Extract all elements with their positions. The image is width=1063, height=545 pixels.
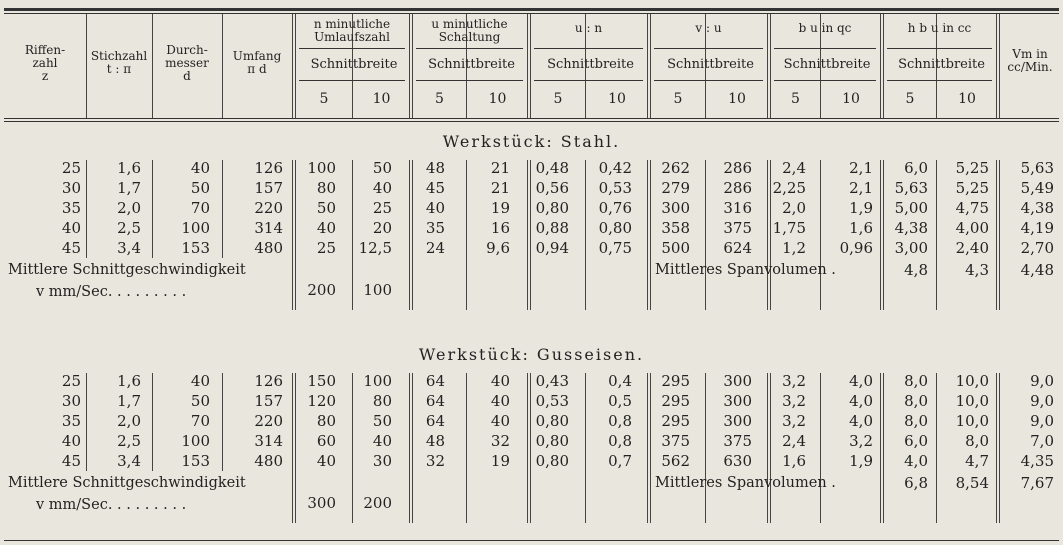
header-n-group: n minutliche Umlaufszahl [313, 17, 391, 44]
table-cell: 0,4 [608, 372, 632, 390]
column-divider [222, 373, 223, 471]
header-width-10: 10 [958, 91, 976, 107]
table-cell: 2,0 [782, 199, 806, 217]
header-width-5: 5 [319, 91, 329, 107]
table-cell: 50 [190, 179, 210, 197]
table-cell: 5,63 [894, 179, 928, 197]
table-cell: 5,49 [1020, 179, 1054, 197]
header-width-5: 5 [673, 91, 683, 107]
table-cell: 4,0 [849, 392, 873, 410]
table-cell: 295 [661, 412, 690, 430]
group-rule [534, 48, 643, 49]
spanvolumen-label: Mittleres Spanvolumen . [655, 262, 836, 278]
table-cell: 21 [490, 159, 510, 177]
table-cell: 45 [61, 452, 81, 470]
header-width-10: 10 [372, 91, 391, 107]
column-divider [222, 160, 223, 258]
table-cell: 4,0 [849, 412, 873, 430]
table-cell: 0,56 [535, 179, 569, 197]
table-cell: 375 [661, 432, 690, 450]
table-cell: 300 [723, 392, 752, 410]
table-cell: 40 [316, 219, 336, 237]
table-cell: 295 [661, 392, 690, 410]
mittlere-label: Mittlere Schnittgeschwindigkeit [8, 262, 246, 278]
table-cell: 286 [723, 159, 752, 177]
table-cell: 2,5 [117, 219, 141, 237]
header-width-10: 10 [842, 91, 860, 107]
table-cell: 480 [254, 452, 283, 470]
table-cell: 4,38 [1020, 199, 1054, 217]
table-cell: 64 [425, 372, 445, 390]
table-cell: 80 [316, 179, 336, 197]
table-cell: 2,0 [117, 199, 141, 217]
spanvolumen-5: 4,8 [904, 261, 928, 279]
table-cell: 0,53 [598, 179, 632, 197]
mittlere-label: Mittlere Schnittgeschwindigkeit [8, 475, 246, 491]
top-rule [4, 8, 1059, 11]
header-divider [292, 14, 293, 118]
group-rule [887, 80, 992, 81]
table-cell: 4,35 [1020, 452, 1054, 470]
table-cell: 0,75 [598, 239, 632, 257]
table-cell: 220 [254, 412, 283, 430]
header-durchmesser: Durch- messer d [165, 43, 209, 83]
header-width-5: 5 [435, 91, 444, 107]
table-cell: 2,25 [772, 179, 806, 197]
table-cell: 8,0 [904, 372, 928, 390]
table-cell: 5,25 [955, 179, 989, 197]
header-riffenzahl: Riffen- zahl z [24, 43, 66, 83]
header-width-5: 5 [791, 91, 800, 107]
table-cell: 9,0 [1030, 392, 1054, 410]
table-cell: 80 [316, 412, 336, 430]
table-cell: 8,0 [904, 412, 928, 430]
header-schnittbreite: Schnittbreite [783, 57, 871, 72]
table-cell: 5,25 [955, 159, 989, 177]
table-cell: 0,80 [535, 199, 569, 217]
table-cell: 0,43 [535, 372, 569, 390]
table-cell: 300 [661, 199, 690, 217]
header-rule [4, 118, 1059, 119]
table-cell: 100 [181, 432, 210, 450]
table-cell: 32 [425, 452, 445, 470]
table-cell: 0,80 [535, 452, 569, 470]
table-cell: 1,6 [849, 219, 873, 237]
table-cell: 2,4 [782, 159, 806, 177]
table-cell: 0,48 [535, 159, 569, 177]
table-cell: 35 [61, 199, 81, 217]
header-width-5: 5 [905, 91, 915, 107]
table-cell: 3,2 [782, 372, 806, 390]
table-cell: 1,75 [772, 219, 806, 237]
table-cell: 314 [254, 219, 283, 237]
table-cell: 40 [372, 179, 392, 197]
table-cell: 25 [61, 159, 81, 177]
table-cell: 8,0 [904, 392, 928, 410]
header-rule-2 [4, 121, 1059, 122]
table-cell: 21 [490, 179, 510, 197]
column-divider [996, 373, 997, 523]
table-cell: 5,00 [894, 199, 928, 217]
velocity-10: 200 [363, 494, 392, 512]
header-schnittbreite: Schnittbreite [898, 57, 985, 72]
spanvolumen-label: Mittleres Spanvolumen . [655, 475, 836, 491]
velocity-5: 300 [307, 494, 336, 512]
section-title: Werkstück: Stahl. [442, 132, 621, 151]
top-rule-thin [4, 13, 1059, 14]
table-cell: 358 [661, 219, 690, 237]
spanvolumen-5: 6,8 [904, 474, 928, 492]
table-cell: 157 [254, 392, 283, 410]
header-schnittbreite: Schnittbreite [547, 57, 634, 72]
table-cell: 500 [661, 239, 690, 257]
table-cell: 153 [181, 239, 210, 257]
table-cell: 35 [425, 219, 445, 237]
table-cell: 32 [490, 432, 510, 450]
header-vm: Vm in cc/Min. [1007, 47, 1053, 74]
group-rule [299, 80, 405, 81]
table-cell: 6,0 [904, 159, 928, 177]
header-stichzahl: Stichzahl t : π [90, 49, 148, 76]
table-cell: 120 [307, 392, 336, 410]
table-cell: 40 [490, 372, 510, 390]
table-cell: 40 [61, 432, 81, 450]
table-cell: 4,7 [965, 452, 989, 470]
table-cell: 16 [490, 219, 510, 237]
table-cell: 70 [190, 412, 210, 430]
table-cell: 48 [425, 159, 445, 177]
spanvolumen-10: 4,3 [965, 261, 989, 279]
table-cell: 126 [254, 372, 283, 390]
table-cell: 25 [316, 239, 336, 257]
table-cell: 157 [254, 179, 283, 197]
table-cell: 4,38 [894, 219, 928, 237]
table-cell: 10,0 [955, 412, 989, 430]
group-rule [416, 80, 523, 81]
table-cell: 375 [723, 432, 752, 450]
table-cell: 19 [490, 452, 510, 470]
table-cell: 40 [61, 219, 81, 237]
velocity-5: 200 [307, 281, 336, 299]
table-cell: 480 [254, 239, 283, 257]
table-cell: 3,2 [782, 412, 806, 430]
section-title: Werkstück: Gusseisen. [418, 345, 645, 364]
table-cell: 50 [372, 412, 392, 430]
header-width-5: 5 [553, 91, 563, 107]
table-cell: 40 [490, 412, 510, 430]
table-cell: 0,94 [535, 239, 569, 257]
table-cell: 220 [254, 199, 283, 217]
table-cell: 20 [372, 219, 392, 237]
header-divider [152, 14, 153, 118]
table-cell: 40 [372, 432, 392, 450]
table-cell: 1,6 [117, 372, 141, 390]
table-cell: 0,42 [598, 159, 632, 177]
table-cell: 3,4 [117, 452, 141, 470]
group-rule [299, 48, 405, 49]
table-cell: 1,6 [782, 452, 806, 470]
header-schnittbreite: Schnittbreite [310, 57, 398, 72]
table-cell: 50 [316, 199, 336, 217]
table-cell: 50 [372, 159, 392, 177]
table-cell: 2,4 [782, 432, 806, 450]
table-cell: 80 [372, 392, 392, 410]
table-cell: 40 [425, 199, 445, 217]
header-un-group: u : n [574, 21, 603, 35]
table-cell: 126 [254, 159, 283, 177]
spanvolumen-vm: 4,48 [1020, 261, 1054, 279]
table-cell: 0,5 [608, 392, 632, 410]
table-cell: 9,0 [1030, 412, 1054, 430]
table-cell: 1,2 [782, 239, 806, 257]
table-cell: 40 [490, 392, 510, 410]
table-cell: 2,5 [117, 432, 141, 450]
bottom-rule [4, 540, 1059, 541]
group-rule [654, 80, 763, 81]
group-rule [774, 80, 876, 81]
column-divider [152, 373, 153, 471]
table-cell: 316 [723, 199, 752, 217]
table-cell: 35 [61, 412, 81, 430]
table-cell: 40 [190, 372, 210, 390]
table-cell: 4,00 [955, 219, 989, 237]
table-cell: 9,6 [486, 239, 510, 257]
table-cell: 25 [61, 372, 81, 390]
table-cell: 0,96 [839, 239, 873, 257]
table-cell: 3,2 [782, 392, 806, 410]
table-cell: 25 [372, 199, 392, 217]
table-cell: 19 [490, 199, 510, 217]
table-cell: 3,4 [117, 239, 141, 257]
table-cell: 4,0 [904, 452, 928, 470]
group-rule [534, 80, 643, 81]
table-cell: 300 [723, 372, 752, 390]
table-cell: 9,0 [1030, 372, 1054, 390]
table-cell: 0,80 [598, 219, 632, 237]
spanvolumen-10: 8,54 [955, 474, 989, 492]
table-cell: 5,63 [1020, 159, 1054, 177]
header-width-10: 10 [608, 91, 626, 107]
table-cell: 0,76 [598, 199, 632, 217]
table-cell: 24 [425, 239, 445, 257]
table-cell: 0,88 [535, 219, 569, 237]
table-cell: 1,7 [117, 179, 141, 197]
table-cell: 2,1 [849, 159, 873, 177]
table-cell: 262 [661, 159, 690, 177]
table-cell: 0,80 [535, 432, 569, 450]
header-hbu-group: h b u in cc [907, 21, 972, 35]
table-cell: 4,75 [955, 199, 989, 217]
header-divider [222, 14, 223, 118]
column-divider [996, 160, 997, 310]
table-cell: 30 [372, 452, 392, 470]
header-width-10: 10 [488, 91, 507, 107]
table-cell: 562 [661, 452, 690, 470]
group-rule [774, 48, 876, 49]
table-cell: 4,19 [1020, 219, 1054, 237]
table-cell: 0,80 [535, 412, 569, 430]
header-bu-group: b u in qc [798, 21, 852, 35]
header-width-10: 10 [728, 91, 746, 107]
table-cell: 624 [723, 239, 752, 257]
table-cell: 1,9 [849, 452, 873, 470]
table-cell: 153 [181, 452, 210, 470]
table-cell: 300 [723, 412, 752, 430]
table-cell: 0,8 [608, 412, 632, 430]
table-cell: 6,0 [904, 432, 928, 450]
table-cell: 30 [61, 392, 81, 410]
table-cell: 2,1 [849, 179, 873, 197]
table-cell: 30 [61, 179, 81, 197]
table-cell: 100 [181, 219, 210, 237]
table-cell: 0,53 [535, 392, 569, 410]
table-cell: 2,70 [1020, 239, 1054, 257]
table-cell: 1,9 [849, 199, 873, 217]
table-cell: 40 [316, 452, 336, 470]
spanvolumen-vm: 7,67 [1020, 474, 1054, 492]
table-cell: 150 [307, 372, 336, 390]
table-cell: 2,40 [955, 239, 989, 257]
table-cell: 64 [425, 412, 445, 430]
header-divider [86, 14, 87, 118]
table-cell: 630 [723, 452, 752, 470]
table-cell: 70 [190, 199, 210, 217]
table-cell: 375 [723, 219, 752, 237]
table-cell: 4,0 [849, 372, 873, 390]
group-rule [887, 48, 992, 49]
table-cell: 0,7 [608, 452, 632, 470]
velocity-label: v mm/Sec. . . . . . . . . [36, 497, 187, 513]
header-schnittbreite: Schnittbreite [667, 57, 754, 72]
table-cell: 60 [316, 432, 336, 450]
table-cell: 64 [425, 392, 445, 410]
group-rule [416, 48, 523, 49]
header-vu-group: v : u [695, 21, 722, 35]
header-schnittbreite: Schnittbreite [428, 57, 515, 72]
table-cell: 50 [190, 392, 210, 410]
table-cell: 8,0 [965, 432, 989, 450]
table-cell: 100 [307, 159, 336, 177]
table-cell: 10,0 [955, 392, 989, 410]
table-cell: 286 [723, 179, 752, 197]
table-cell: 0,8 [608, 432, 632, 450]
table-cell: 279 [661, 179, 690, 197]
table-cell: 1,7 [117, 392, 141, 410]
table-cell: 10,0 [955, 372, 989, 390]
group-rule [654, 48, 763, 49]
table-cell: 3,00 [894, 239, 928, 257]
table-cell: 3,2 [849, 432, 873, 450]
column-divider [152, 160, 153, 258]
table-cell: 45 [61, 239, 81, 257]
table-cell: 12,5 [358, 239, 392, 257]
header-u-group: u minutliche Schaltung [431, 17, 508, 44]
velocity-10: 100 [363, 281, 392, 299]
table-cell: 2,0 [117, 412, 141, 430]
table-cell: 314 [254, 432, 283, 450]
table-cell: 45 [425, 179, 445, 197]
table-cell: 7,0 [1030, 432, 1054, 450]
velocity-label: v mm/Sec. . . . . . . . . [36, 284, 187, 300]
header-umfang: Umfang π d [232, 49, 282, 76]
table-cell: 1,6 [117, 159, 141, 177]
table-cell: 48 [425, 432, 445, 450]
table-cell: 100 [363, 372, 392, 390]
table-cell: 295 [661, 372, 690, 390]
table-cell: 40 [190, 159, 210, 177]
